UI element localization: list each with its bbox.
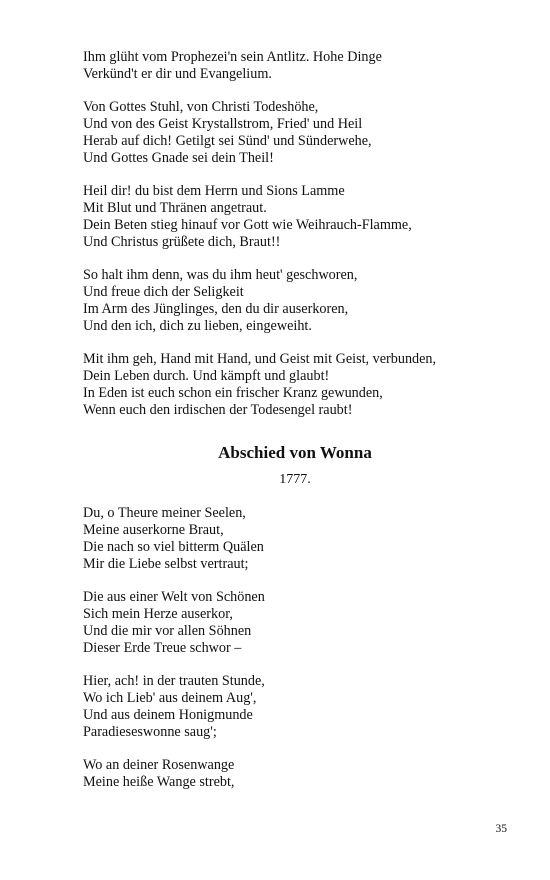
stanza bbox=[83, 49, 436, 83]
poem-continuation bbox=[83, 49, 436, 435]
verse-line: Meine auserkorne Braut, bbox=[83, 522, 224, 538]
verse-line: Wo an deiner Rosenwange bbox=[83, 757, 235, 773]
poem-body bbox=[83, 505, 265, 807]
verse-line: Dieser Erde Treue schwor – bbox=[83, 640, 242, 656]
poem-title: Abschied von Wonna bbox=[218, 443, 372, 462]
verse-line: Herab auf dich! Getilgt sei Sünd' und Sünderwehe, bbox=[83, 133, 372, 149]
verse-line: Und die mir vor allen Söhnen bbox=[83, 623, 252, 639]
stanza bbox=[83, 505, 265, 573]
verse-line: Wo ich Lieb' aus deinem Aug', bbox=[83, 690, 257, 706]
verse-line: Und von des Geist Krystallstrom, Fried' und Heil bbox=[83, 116, 363, 132]
stanza bbox=[83, 99, 436, 167]
verse-line: Und Gottes Gnade sei dein Theil! bbox=[83, 150, 274, 166]
verse-line: Dein Leben durch. Und kämpft und glaubt! bbox=[83, 368, 330, 384]
verse-line: Verkünd't er dir und Evangelium. bbox=[83, 66, 272, 82]
verse-line: Mir die Liebe selbst vertraut; bbox=[83, 556, 249, 572]
verse-line: Und aus deinem Honigmunde bbox=[83, 707, 253, 723]
verse-line: Mit ihm geh, Hand mit Hand, und Geist mit Geist, verbunden, bbox=[83, 351, 437, 367]
page-number: 35 bbox=[495, 823, 507, 835]
poem-year: 1777. bbox=[279, 472, 311, 487]
stanza bbox=[83, 267, 436, 335]
stanza bbox=[83, 351, 436, 419]
verse-line: Die nach so viel bitterm Quälen bbox=[83, 539, 264, 555]
verse-line: Meine heiße Wange strebt, bbox=[83, 774, 235, 790]
stanza bbox=[83, 757, 265, 791]
stanza bbox=[83, 183, 436, 251]
verse-line: Wenn euch den irdischen der Todesengel raubt! bbox=[83, 402, 353, 418]
verse-line: Dein Beten stieg hinauf vor Gott wie Weihrauch-Flamme, bbox=[83, 217, 412, 233]
verse-line: In Eden ist euch schon ein frischer Kranz gewunden, bbox=[83, 385, 383, 401]
verse-line: Und freue dich der Seligkeit bbox=[83, 284, 244, 300]
verse-line: Von Gottes Stuhl, von Christi Todeshöhe, bbox=[83, 99, 319, 115]
verse-line: Im Arm des Jünglinges, den du dir auserkoren, bbox=[83, 301, 349, 317]
verse-line: So halt ihm denn, was du ihm heut' geschworen, bbox=[83, 267, 358, 283]
verse-line: Die aus einer Welt von Schönen bbox=[83, 589, 265, 605]
verse-line: Sich mein Herze auserkor, bbox=[83, 606, 233, 622]
verse-line: Mit Blut und Thränen angetraut. bbox=[83, 200, 267, 216]
stanza bbox=[83, 673, 265, 741]
verse-line: Hier, ach! in der trauten Stunde, bbox=[83, 673, 265, 689]
verse-line: Heil dir! du bist dem Herrn und Sions Lamme bbox=[83, 183, 345, 199]
verse-line: Ihm glüht vom Prophezei'n sein Antlitz. Hohe Dinge bbox=[83, 49, 382, 65]
verse-line: Du, o Theure meiner Seelen, bbox=[83, 505, 246, 521]
verse-line: Und den ich, dich zu lieben, eingeweiht. bbox=[83, 318, 312, 334]
verse-line: Und Christus grüßete dich, Braut!! bbox=[83, 234, 281, 250]
verse-line: Paradieseswonne saug'; bbox=[83, 724, 217, 740]
stanza bbox=[83, 589, 265, 657]
